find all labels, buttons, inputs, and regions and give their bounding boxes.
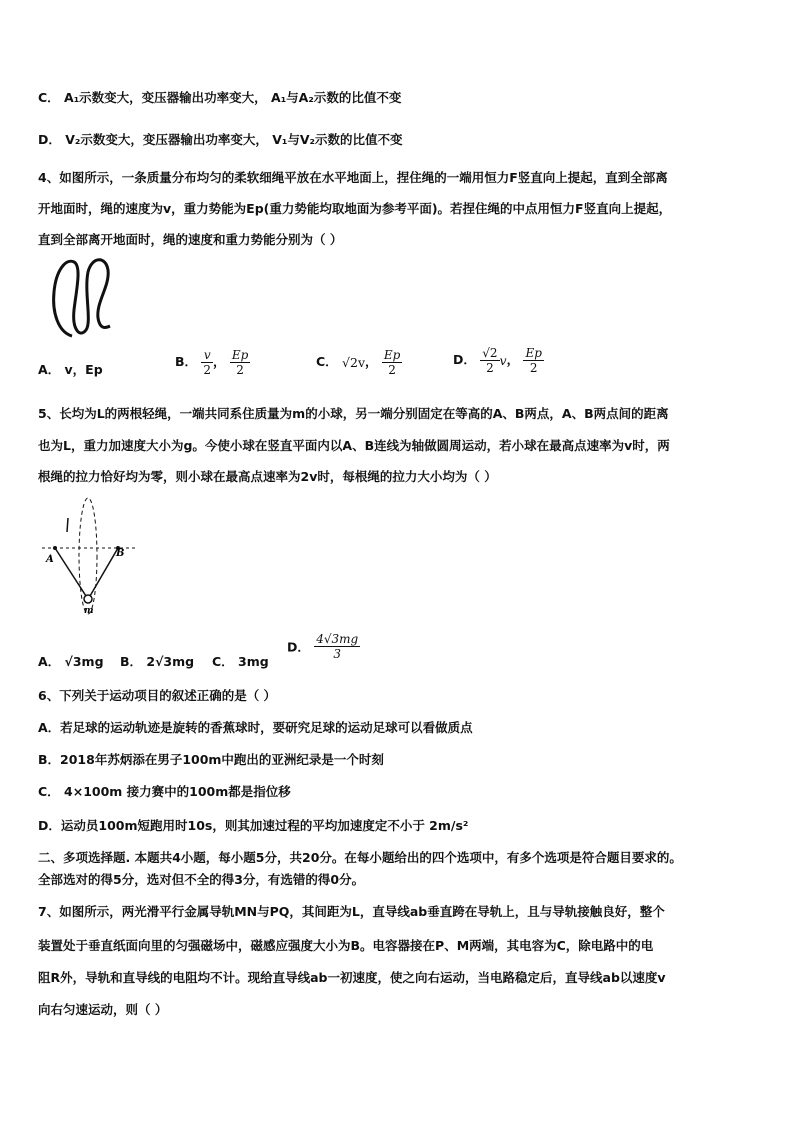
q6-stem: 6、下列关于运动项目的叙述正确的是（ ）	[38, 688, 277, 703]
q3-option-d: D． V₂示数变大，变压器输出功率变大， V₁与V₂示数的比值不变	[38, 132, 403, 147]
q4-option-b-velocity: $\frac{v}{2}$	[203, 348, 212, 377]
q6-option-b: B．2018年苏炳添在男子100m中跑出的亚洲纪录是一个时刻	[38, 752, 384, 767]
label-a: A	[46, 554, 54, 565]
q5-option-d-value: $\frac{4√3mg}{3}$	[316, 632, 359, 661]
q7-text-line1: 7、如图所示，两光滑平行金属导轨MN与PQ，其间距为L，直导线ab垂直跨在导轨上，且与导轨接触良好，整个	[38, 904, 665, 919]
q6-option-a: A．若足球的运动轨迹是旋转的香蕉球时，要研究足球的运动足球可以看做质点	[38, 720, 473, 735]
q4-option-d: D． $\frac{√2}{2}$ v， $\frac{Ep}{2}$	[453, 346, 542, 375]
q4-text-line1: 4、如图所示，一条质量分布均匀的柔软细绳平放在水平地面上，捏住绳的一端用恒力F竖直向上提起，直到全部离	[38, 170, 668, 185]
label-b: B	[116, 548, 125, 559]
q5-text-line1: 5、长均为L的两根轻绳，一端共同系住质量为m的小球，另一端分别固定在等高的A、B两点，A、B两点间的距离	[38, 406, 669, 421]
q5-text-line2: 也为L，重力加速度大小为g。今使小球在竖直平面内以A、B连线为轴做圆周运动，若小球在最高点速率为v时，两	[38, 438, 670, 453]
q4-option-c: C． √2v， $\frac{Ep}{2}$	[316, 348, 401, 377]
label-m: m	[84, 606, 94, 616]
q4-option-c-velocity: √2v	[342, 355, 366, 370]
q5-option-b: B． 2√3mg	[120, 654, 195, 669]
q7-text-line2: 装置处于垂直纸面向里的匀强磁场中，磁感应强度大小为B。电容器接在P、M两端，其电容为C，除电路中的电	[38, 938, 654, 953]
q4-option-a: A． v，Ep	[38, 362, 103, 377]
q4-option-d-v: v	[499, 353, 507, 368]
section2-line1: 二、多项选择题. 本题共4小题，每小题5分，共20分。在每小题给出的四个选项中，有多个选项是符合题目要求的。	[38, 850, 682, 865]
q4-option-c-label: C．	[316, 354, 338, 369]
q5-text-line3: 根绳的拉力恰好均为零，则小球在最高点速率为2v时，每根绳的拉力大小均为（ ）	[38, 469, 497, 484]
q4-option-d-energy: $\frac{Ep}{2}$	[525, 346, 542, 375]
q4-option-c-energy: $\frac{Ep}{2}$	[383, 348, 401, 377]
q5-option-c: C． 3mg	[212, 654, 269, 669]
q6-option-c: C． 4×100m 接力赛中的100m都是指位移	[38, 784, 291, 799]
section2-line2: 全部选对的得5分，选对但不全的得3分，有选错的得0分。	[38, 872, 365, 887]
q4-text-line2: 开地面时，绳的速度为v，重力势能为Ep(重力势能均取地面为参考平面)。若捏住绳的中点用恒力F竖直向上提起，	[38, 201, 672, 216]
circular-motion-figure	[40, 496, 140, 616]
q4-text-line3: 直到全部离开地面时，绳的速度和重力势能分别为（ ）	[38, 232, 343, 247]
q5-option-d-label: D．	[287, 639, 310, 655]
q4-option-d-coef: $\frac{√2}{2}$	[482, 346, 498, 375]
q7-text-line3: 阻R外，导轨和直导线的电阻均不计。现给直导线ab一初速度，使之向右运动，当电路稳定后，直导线ab以速度v	[38, 970, 666, 985]
q3-option-c: C． A₁示数变大，变压器输出功率变大， A₁与A₂示数的比值不变	[38, 90, 402, 105]
q4-option-b-label: B．	[175, 354, 198, 369]
q4-option-d-label: D．	[453, 352, 476, 367]
q5-option-a: A． √3mg	[38, 654, 104, 669]
rope-figure	[40, 252, 120, 342]
q4-option-b-energy: $\frac{Ep}{2}$	[231, 348, 249, 377]
q5-option-d	[287, 632, 360, 661]
q7-text-line4: 向右匀速运动，则（ ）	[38, 1002, 168, 1017]
q6-option-d: D．运动员100m短跑用时10s，则其加速过程的平均加速度定不小于 2m/s²	[38, 818, 469, 833]
q4-option-b: B． $\frac{v}{2}$ ， $\frac{Ep}{2}$	[175, 348, 249, 377]
